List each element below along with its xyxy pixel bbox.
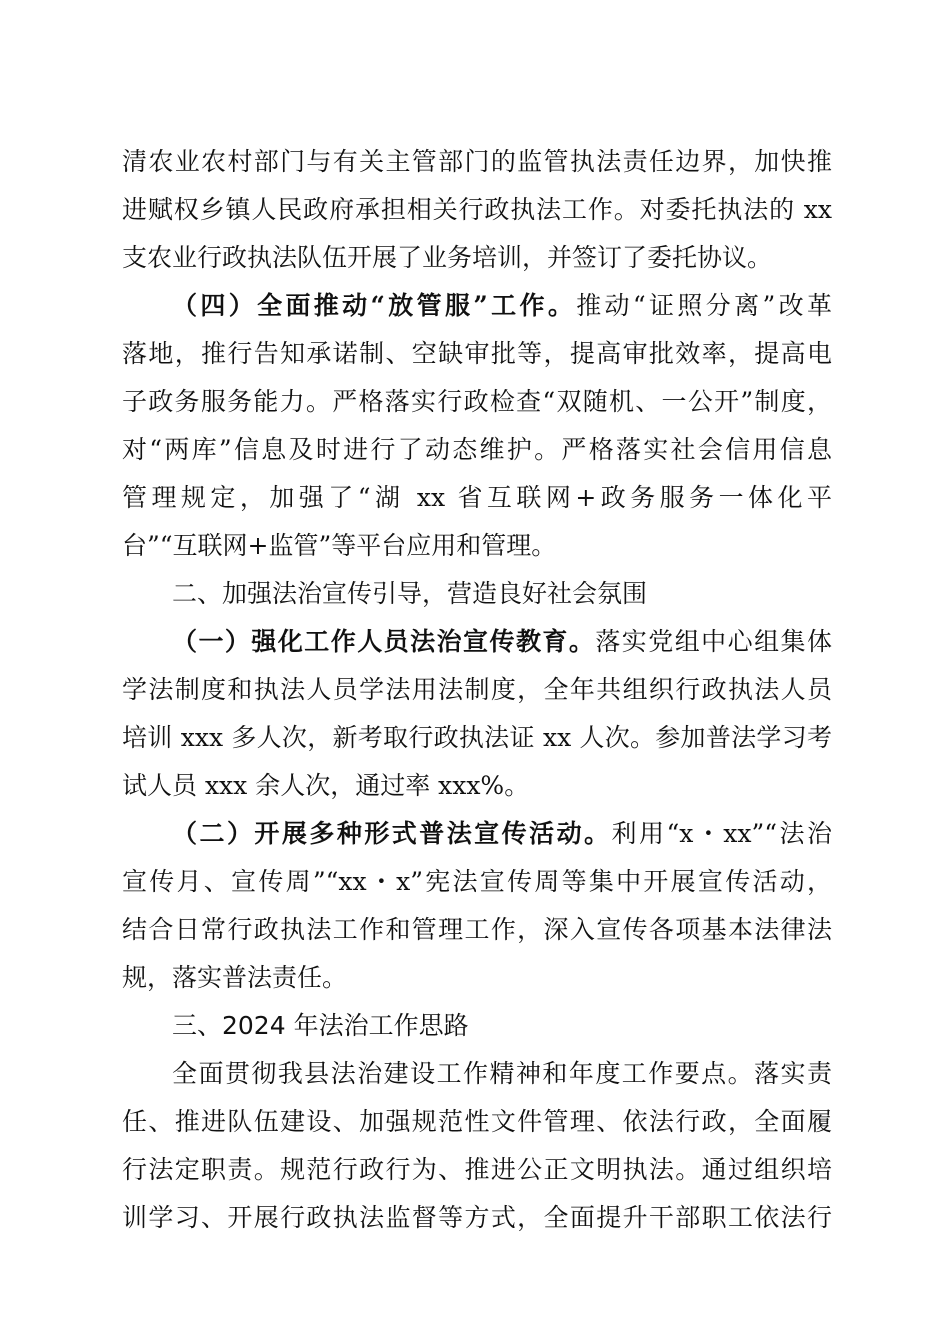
body-text-span: 推动“证照分离”改革 <box>576 291 833 320</box>
section-heading: 二、加强法治宣传引导，营造良好社会氛围 <box>172 579 648 608</box>
body-text-line: 规，落实普法责任。 <box>122 963 348 992</box>
body-text-line: 任、推进队伍建设、加强规范性文件管理、依法行政，全面履 <box>122 1107 832 1136</box>
paragraph-first-line: 全面贯彻我县法治建设工作精神和年度工作要点。落实责 <box>172 1059 832 1088</box>
paragraph-first-line <box>172 286 832 326</box>
subsection-title: （四）全面推动“放管服”工作。 <box>172 291 577 320</box>
body-text-line: 宣传月、宣传周”“xx・x”宪法宣传周等集中开展宣传活动， <box>122 867 832 896</box>
body-text-line: 培训 xxx 多人次，新考取行政执法证 xx 人次。参加普法学习考 <box>122 723 832 752</box>
subsection-title: （二）开展多种形式普法宣传活动。 <box>172 819 612 848</box>
body-text-line: 落地，推行告知承诺制、空缺审批等，提高审批效率，提高电 <box>122 339 832 368</box>
body-text-line: 进赋权乡镇人民政府承担相关行政执法工作。对委托执法的 xx <box>122 195 832 224</box>
section-heading: 三、2024 年法治工作思路 <box>172 1011 469 1040</box>
subsection-title: （一）强化工作人员法治宣传教育。 <box>172 627 596 656</box>
body-text-line: 学法制度和执法人员学法用法制度，全年共组织行政执法人员 <box>122 675 832 704</box>
body-text-span: 利用“x・xx”“法治 <box>611 819 832 848</box>
body-text-line: 对“两库”信息及时进行了动态维护。严格落实社会信用信息 <box>122 435 832 464</box>
body-text-line: 子政务服务能力。严格落实行政检查“双随机、一公开”制度， <box>122 387 832 416</box>
body-text-line: 结合日常行政执法工作和管理工作，深入宣传各项基本法律法 <box>122 915 832 944</box>
body-text-line: 台”“互联网+监管”等平台应用和管理。 <box>122 531 557 560</box>
body-text-line: 训学习、开展行政执法监督等方式，全面提升干部职工依法行 <box>122 1203 832 1232</box>
body-text-line: 支农业行政执法队伍开展了业务培训，并签订了委托协议。 <box>122 243 773 272</box>
paragraph-first-line <box>172 814 832 854</box>
body-text-line: 行法定职责。规范行政行为、推进公正文明执法。通过组织培 <box>122 1155 832 1184</box>
body-text-span: 落实党组中心组集体 <box>595 627 832 656</box>
body-text-line: 试人员 xxx 余人次，通过率 xxx%。 <box>122 771 530 800</box>
body-text-line: 管理规定，加强了“湖 xx 省互联网+政务服务一体化平 <box>122 483 832 512</box>
body-text-line: 清农业农村部门与有关主管部门的监管执法责任边界，加快推 <box>122 147 832 176</box>
paragraph-first-line <box>172 622 832 662</box>
